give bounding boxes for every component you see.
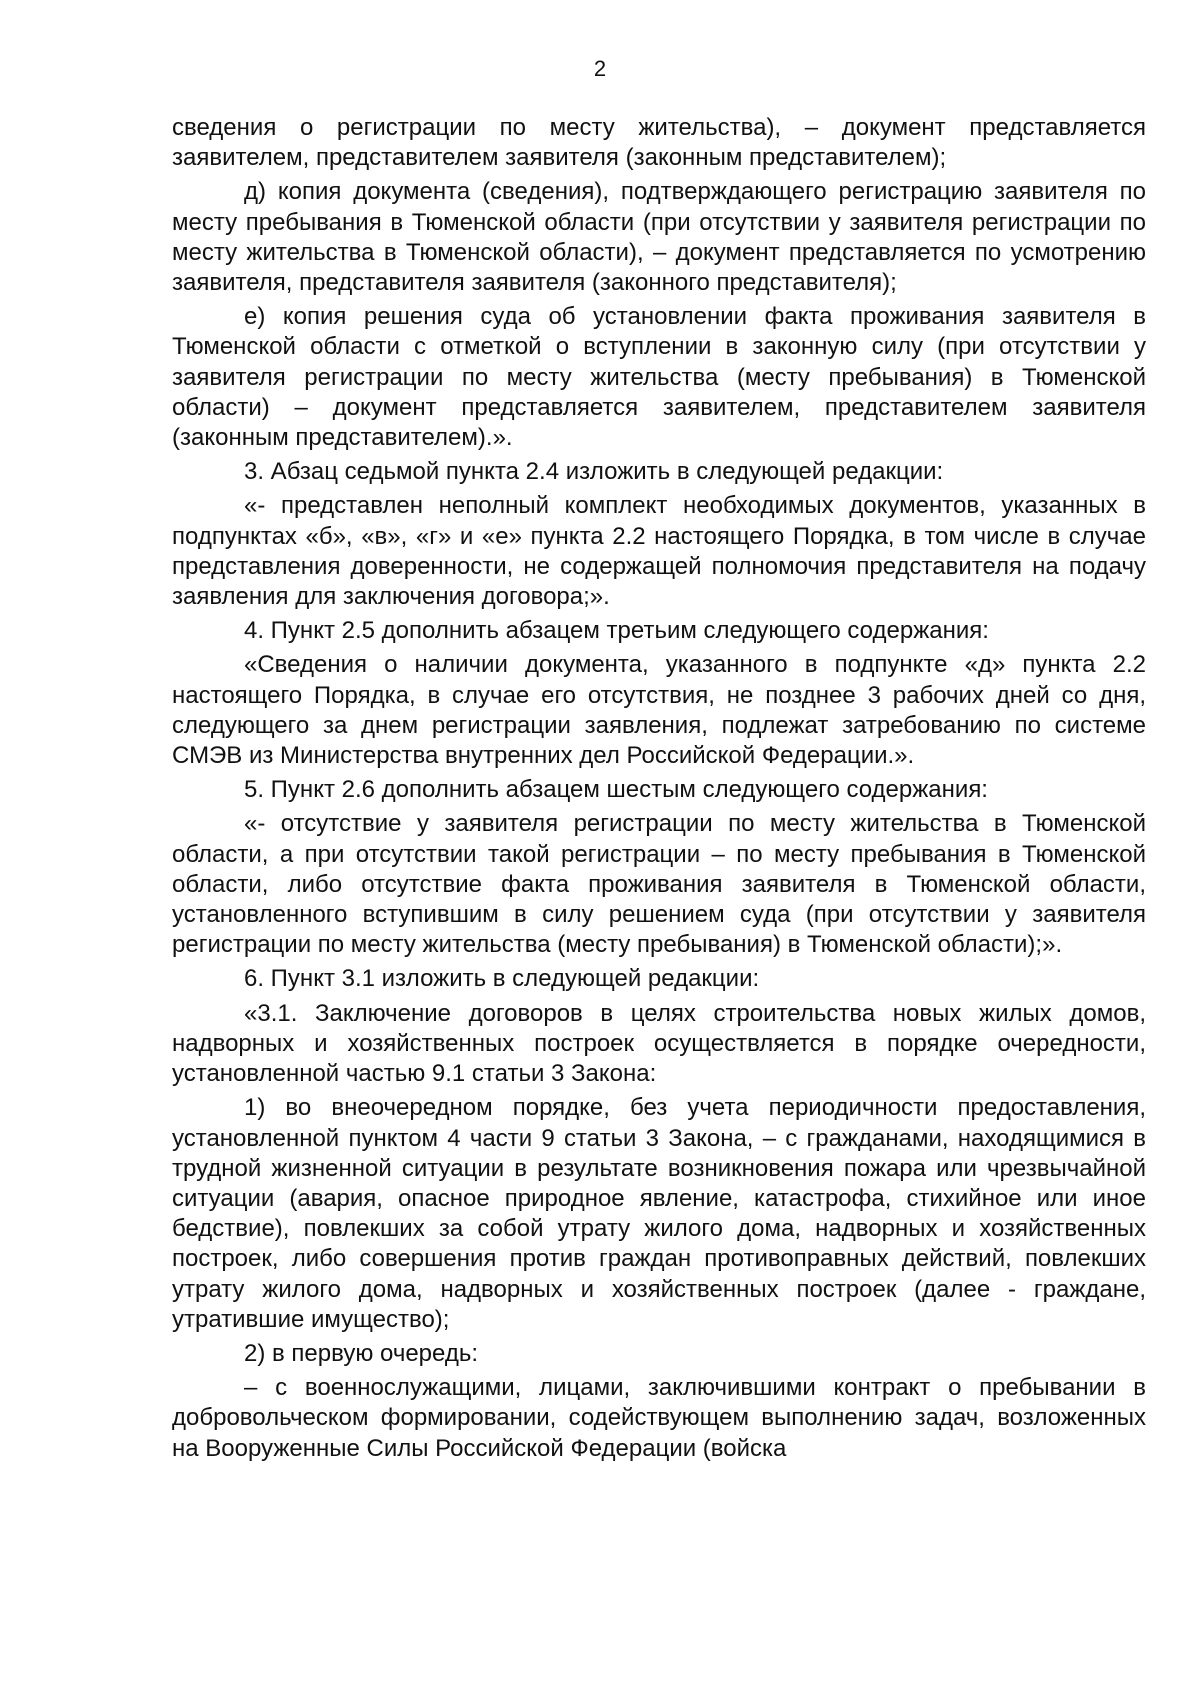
paragraph-subitem-2-servicemen: – с военнослужащими, лицами, заключившими контракт о пребывании в добровольческом формировании, содействующем выполнению задач, возложенных на Вооруженные Силы Российской Федерации (войска	[172, 1374, 1146, 1462]
paragraph-subitem-2: 2) в первую очередь:	[244, 1339, 479, 1367]
paragraph-point-5-text: «- отсутствие у заявителя регистрации по месту жительства в Тюменской области, а при отсутствии такой регистрации – по месту пребывания в Тюменской области, либо отсутствие факта проживания заявителя в Тюменской области, установленного вступившим в силу решением суда (при отсутствии у заявителя регистрации по месту жительства (месту пребывания) в Тюменской области);».	[172, 810, 1146, 959]
paragraph-point-6: 6. Пункт 3.1 изложить в следующей редакции:	[244, 965, 760, 993]
paragraph-point-3: 3. Абзац седьмой пункта 2.4 изложить в следующей редакции:	[244, 458, 944, 486]
document-body	[172, 113, 1146, 1468]
paragraph-item-e: е) копия решения суда об установлении факта проживания заявителя в Тюменской области с отметкой о вступлении в законную силу (при отсутствии у заявителя регистрации по месту жительства (месту пребывания) в Тюменской области) – документ представляется заявителем, представителем заявителя (законным представителем).».	[172, 303, 1146, 452]
paragraph-section-3-1: «3.1. Заключение договоров в целях строительства новых жилых домов, надворных и хозяйственных построек осуществляется в порядке очередности, установленной частью 9.1 статьи 3 Закона:	[172, 999, 1146, 1088]
paragraph-registration-continued: сведения о регистрации по месту жительства), – документ представляется заявителем, представителем заявителя (законным представителем);	[172, 114, 1146, 172]
paragraph-item-d: д) копия документа (сведения), подтверждающего регистрацию заявителя по месту пребывания в Тюменской области (при отсутствии у заявителя регистрации по месту жительства в Тюменской области), – документ представляется по усмотрению заявителя, представителя заявителя (законного представителя);	[172, 178, 1146, 297]
page-number: 2	[593, 56, 607, 81]
paragraph-subitem-1: 1) во внеочередном порядке, без учета периодичности предоставления, установленной пунктом 4 части 9 статьи 3 Закона, – с гражданами, находящимися в трудной жизненной ситуации в результате возникновения пожара или чрезвычайной ситуации (авария, опасное природное явление, катастрофа, стихийное или иное бедствие), повлекших за собой утрату жилого дома, надворных и хозяйственных построек, либо совершения против граждан противоправных действий, повлекших утрату жилого дома, надворных и хозяйственных построек (далее - граждане, утратившие имущество);	[172, 1094, 1146, 1333]
paragraph-point-4: 4. Пункт 2.5 дополнить абзацем третьим следующего содержания:	[244, 617, 989, 645]
paragraph-point-5: 5. Пункт 2.6 дополнить абзацем шестым следующего содержания:	[244, 776, 988, 804]
paragraph-point-4-text: «Сведения о наличии документа, указанного в подпункте «д» пункта 2.2 настоящего Порядка, в случае его отсутствия, не позднее 3 рабочих дней со дня, следующего за днем регистрации заявления, подлежат затребованию по системе СМЭВ из Министерства внутренних дел Российской Федерации.».	[172, 651, 1146, 770]
paragraph-point-3-text: «- представлен неполный комплект необходимых документов, указанных в подпунктах «б», «в», «г» и «е» пункта 2.2 настоящего Порядка, в том числе в случае представления доверенности, не содержащей полномочия представителя на подачу заявления для заключения договора;».	[172, 492, 1146, 611]
